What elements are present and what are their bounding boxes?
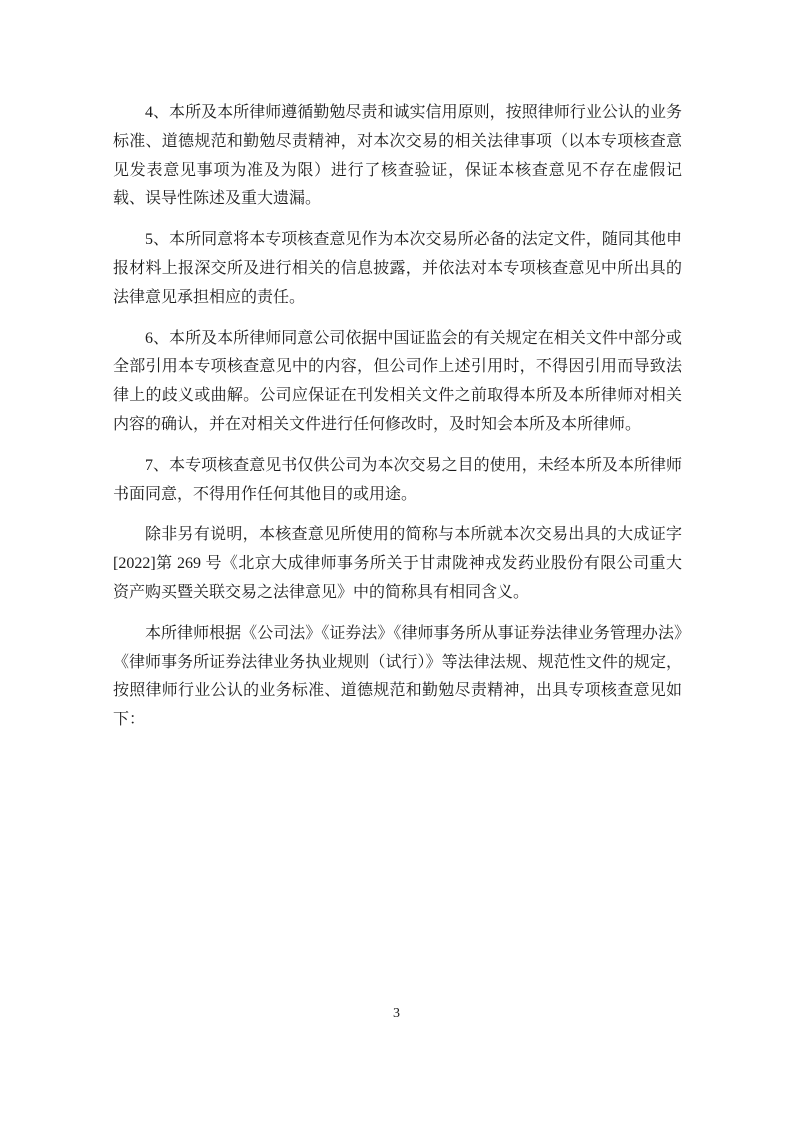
paragraph-item-4: 4、本所及本所律师遵循勤勉尽责和诚实信用原则，按照律师行业公认的业务标准、道德规范和勤勉尽责精神，对本次交易的相关法律事项（以本专项核查意见发表意见事项为准及为限）进行了核查验证，保证本核查意见不存在虚假记载、误导性陈述及重大遗漏。 bbox=[113, 104, 682, 208]
document-body bbox=[113, 99, 682, 747]
page-number: 3 bbox=[393, 1006, 400, 1021]
paragraph-abbreviation-note: 除非另有说明，本核查意见所使用的简称与本所就本次交易出具的大成证字[2022]第 269 号《北京大成律师事务所关于甘肃陇神戎发药业股份有限公司重大资产购买暨关联交易之法律意见》中的简称具有相同含义。 bbox=[113, 526, 682, 601]
paragraph-legal-basis: 本所律师根据《公司法》《证券法》《律师事务所从事证券法律业务管理办法》《律师事务所证券法律业务执业规则（试行）》等法律法规、规范性文件的规定，按照律师行业公认的业务标准、道德规范和勤勉尽责精神，出具专项核查意见如下： bbox=[113, 624, 682, 729]
paragraph-item-5: 5、本所同意将本专项核查意见作为本次交易所必备的法定文件，随同其他申报材料上报深交所及进行相关的信息披露，并依法对本专项核查意见中所出具的法律意见承担相应的责任。 bbox=[113, 231, 682, 306]
paragraph-item-7: 7、本专项核查意见书仅供公司为本次交易之目的使用，未经本所及本所律师书面同意，不得用作任何其他目的或用途。 bbox=[113, 456, 682, 503]
paragraph-item-6: 6、本所及本所律师同意公司依据中国证监会的有关规定在相关文件中部分或全部引用本专项核查意见中的内容，但公司作上述引用时，不得因引用而导致法律上的歧义或曲解。公司应保证在刊发相关文件之前取得本所及本所律师对相关内容的确认，并在对相关文件进行任何修改时，及时知会本所及本所律师。 bbox=[113, 329, 682, 433]
